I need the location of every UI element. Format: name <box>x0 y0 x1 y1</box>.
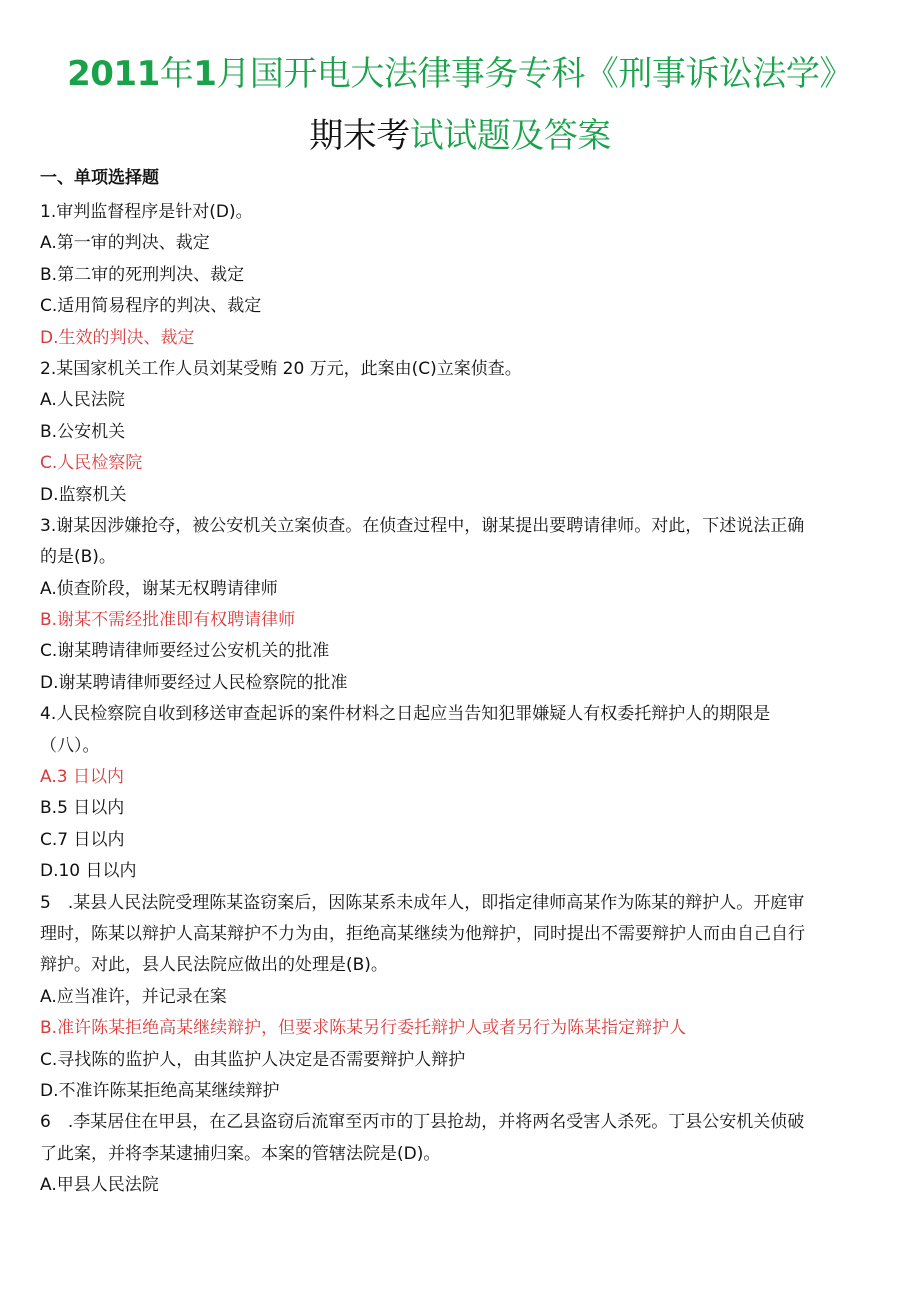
question-stem-line: 4.人民检察院自收到移送审查起诉的案件材料之日起应当告知犯罪嫌疑人有权委托辩护人的期限是 <box>40 704 771 725</box>
option: C.7 日以内 <box>40 829 125 850</box>
option: D.不准许陈某拒绝高某继续辩护 <box>40 1080 280 1101</box>
question-stem: 1.审判监督程序是针对(D)。 <box>40 202 253 222</box>
correct-option: B.谢某不需经批准即有权聘请律师 <box>40 610 296 631</box>
title-year-unit: 年 <box>159 54 194 94</box>
question-stem-line: 理时，陈某以辩护人高某辩护不力为由，拒绝高某继续为他辩护，同时提出不需要辩护人而由自己自行 <box>40 923 805 944</box>
question-stem-line: 的是(B)。 <box>40 547 116 568</box>
question-stem-line: （八）。 <box>40 735 100 756</box>
option: B.公安机关 <box>40 421 126 442</box>
option: C.寻找陈的监护人，由其监护人决定是否需要辩护人辩护 <box>40 1049 466 1070</box>
option: D.谢某聘请律师要经过人民检察院的批准 <box>40 672 348 693</box>
question-stem-line: 6 .李某居住在甲县，在乙县盗窃后流窜至丙市的丁县抢劫，并将两名受害人杀死。丁县公安机关侦破 <box>40 1112 805 1133</box>
option: A.应当准许，并记录在案 <box>40 986 227 1007</box>
question-stem-line: 3.谢某因涉嫌抢夺，被公安机关立案侦查。在侦查过程中，谢某提出要聘请律师。对此，下述说法正确 <box>40 515 805 536</box>
correct-option: B.准许陈某拒绝高某继续辩护，但要求陈某另行委托辩护人或者另行为陈某指定辩护人 <box>40 1018 687 1039</box>
question-list <box>40 197 882 1202</box>
correct-option: D.生效的判决、裁定 <box>40 327 195 348</box>
question-stem: 2.某国家机关工作人员刘某受贿 20 万元，此案由(C)立案侦查。 <box>40 358 522 379</box>
option: D.10 日以内 <box>40 861 137 882</box>
option: C.谢某聘请律师要经过公安机关的批准 <box>40 641 330 662</box>
option: B.第二审的死刑判决、裁定 <box>40 264 245 285</box>
question-stem-line: 辩护。对此，县人民法院应做出的处理是(B)。 <box>40 955 388 976</box>
correct-option: A.3 日以内 <box>40 767 124 788</box>
section-heading: 一、单项选择题 <box>40 168 159 188</box>
option: A.甲县人民法院 <box>40 1175 159 1196</box>
title-rest: 月国开电大法律事务专科《刑事诉讼法学》 <box>216 54 853 94</box>
option: B.5 日以内 <box>40 798 125 819</box>
option: A.第一审的判决、裁定 <box>40 233 210 254</box>
question-stem-line: 了此案，并将李某逮捕归案。本案的管辖法院是(D)。 <box>40 1143 441 1164</box>
title-part-a: 期末考 <box>309 116 410 156</box>
option: D.监察机关 <box>40 484 127 505</box>
question-stem-line: 5 .某县人民法院受理陈某盗窃案后，因陈某系未成年人，即指定律师高某作为陈某的辩护人。开庭审 <box>40 892 805 913</box>
option: C.适用简易程序的判决、裁定 <box>40 296 262 317</box>
document-title-line-2 <box>0 114 920 158</box>
title-month: 1 <box>193 54 217 94</box>
correct-option: C.人民检察院 <box>40 453 143 474</box>
option: A.人民法院 <box>40 390 125 411</box>
title-year: 2011 <box>67 54 160 94</box>
option: A.侦查阶段，谢某无权聘请律师 <box>40 578 278 599</box>
title-part-b: 试试题及答案 <box>409 116 611 156</box>
document-title-line-1 <box>0 52 920 96</box>
